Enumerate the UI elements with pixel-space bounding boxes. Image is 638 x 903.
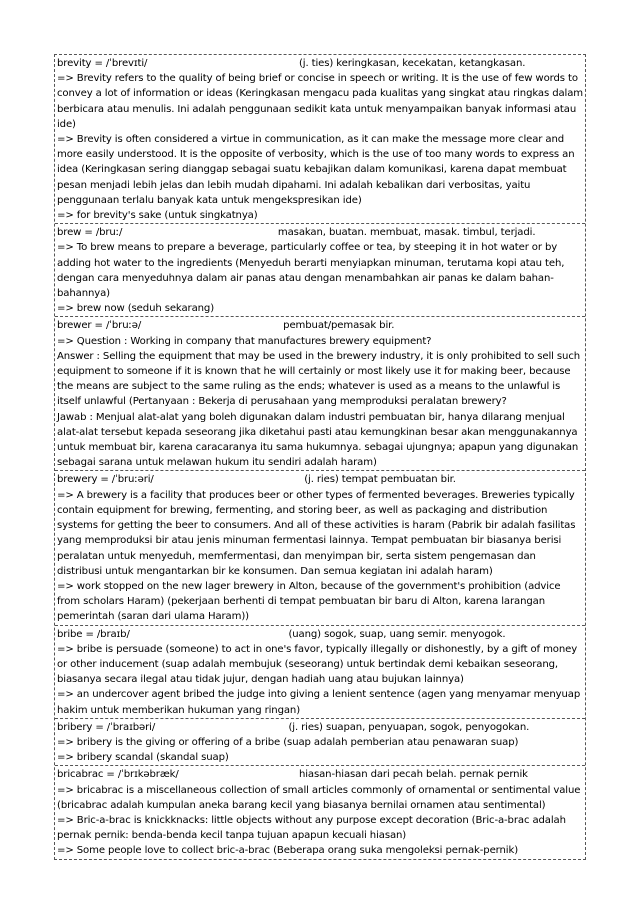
- entry-text-line: => Brevity refers to the quality of being brief or concise in speech or writing. It is the use of few words to convey a lot of information or ideas (Keringkasan mengacu pada kualitas yang singkat atau ringkas dalam berbicara atau menulis. Ini adalah penggunaan sedikit kata untuk menyampaikan banyak informasi atau ide): [57, 73, 584, 130]
- entry-translation: (j. ties) keringkasan, kecekatan, ketangkasan.: [298, 58, 526, 69]
- entry-headline: [57, 56, 583, 71]
- entry-text-line: Jawab : Menjual alat-alat yang boleh digunakan dalam industri pembuatan bir, hanya dilarang menjual alat-alat tersebut kepada seseorang jika diketahui pasti atau kemungkinan besar akan menggunakannya untuk membuat bir, karena caracaranya itu sama hukumnya. sebagai ujungnya; apapun yang digunakan sebagai sarana untuk melawan hukum itu sendiri adalah haram): [57, 411, 579, 469]
- entry-headline: [57, 472, 583, 487]
- entry-text-line: => for brevity's sake (untuk singkatnya): [57, 210, 258, 222]
- dictionary-entries: [54, 54, 586, 860]
- entry-word: bribe = /braɪb/: [57, 628, 130, 640]
- entry-word: bricabrac = /ˈbrɪkəbræk/: [57, 769, 179, 781]
- entry-text-line: => bribe is persuade (someone) to act in one's favor, typically illegally or dishonestly, by a gift of money or other inducement (suap adalah membujuk (seseorang) untuk bertindak demi kebaikan seseorang, biasanya secara ilegal atau tidak jujur, dengan hadiah uang atau bujukan lainnya): [57, 643, 578, 686]
- dictionary-entry: [55, 719, 585, 767]
- entry-translation: (j. ries) suapan, penyuapan, sogok, penyogokan.: [288, 721, 530, 733]
- entry-word: brewer = /ˈbruːə/: [57, 320, 142, 332]
- dictionary-entry: [55, 471, 585, 625]
- entry-word: brevity = /ˈbrevɪti/: [57, 58, 148, 69]
- dictionary-entry: [55, 766, 585, 858]
- dictionary-entry: [55, 317, 585, 471]
- entry-text-line: => an undercover agent bribed the judge into giving a lenient sentence (agen yang menyamar menyuap hakim untuk memberikan hukuman yang ringan): [57, 689, 581, 716]
- entry-headline: [57, 318, 583, 333]
- entry-headline: [57, 767, 583, 782]
- entry-headline: [57, 720, 583, 735]
- entry-translation: pembuat/pemasak bir.: [283, 320, 395, 332]
- entry-translation: masakan, buatan. membuat, masak. timbul, terjadi.: [277, 227, 536, 239]
- entry-headline: [57, 627, 583, 642]
- entry-text-line: => Brevity is often considered a virtue in communication, as it can make the message more clear and more easily understood. It is the opposite of verbosity, which is the use of too many words to express an idea (Keringkasan sering dianggap sebagai suatu kebajikan dalam komunikasi, karena dapat membuat pesan menjadi lebih jelas dan lebih mudah dipahami. Ini adalah kebalikan dari verbositas, yaitu penggunaan terlalu banyak kata untuk mengekspresikan ide): [57, 134, 575, 206]
- dictionary-entry: [55, 224, 585, 317]
- entry-translation: hiasan-hiasan dari pecah belah. pernak pernik: [298, 769, 528, 781]
- entry-translation: (j. ries) tempat pembuatan bir.: [304, 474, 456, 486]
- entry-text-line: => A brewery is a facility that produces beer or other types of fermented beverages. Breweries typically contain equipment for brewing, fermenting, and storing beer, as well as packaging and distribution systems for getting the beer to consumers. And all of these activities is haram (Pabrik bir adalah fasilitas yang memproduksi bir atau jenis minuman fermentasi lainnya. Tempat pembuatan bir biasanya berisi peralatan untuk menyeduh, memfermentasi, dan menyimpan bir, serta sistem pengemasan dan distribusi untuk mengantarkan bir ke konsumen. Dan semua kegiatan ini adalah haram): [57, 489, 576, 577]
- dictionary-entry: [55, 55, 585, 224]
- entry-word: brewery = /ˈbruːəri/: [57, 474, 154, 486]
- entry-headline: [57, 225, 583, 240]
- entry-word: brew = /bruː/: [57, 227, 123, 239]
- entry-text-line: => bricabrac is a miscellaneous collection of small articles commonly of ornamental or sentimental value (bricabrac adalah kumpulan aneka barang kecil yang biasanya bernilai ornamen atau sentimental): [57, 784, 581, 811]
- entry-text-line: => brew now (seduh sekarang): [57, 303, 215, 315]
- entry-text-line: => Bric-a-brac is knickknacks: little objects without any purpose except decoration (Bric-a-brac adalah pernak pernik: benda-benda kecil tanpa tujuan apapun kecuali hiasan): [57, 814, 566, 842]
- entry-text-line: => Some people love to collect bric-a-brac (Beberapa orang suka mengoleksi pernak-pernik): [57, 845, 519, 857]
- entry-text-line: => To brew means to prepare a beverage, particularly coffee or tea, by steeping it in hot water or by adding hot water to the ingredients (Menyeduh berarti menyiapkan minuman, terutama kopi atau teh, dengan cara menyeduhnya dalam air panas atau dengan menambahkan air panas ke dalam bahan-bahannya): [57, 242, 565, 300]
- entry-text-line: => bribery is the giving or offering of a bribe (suap adalah pemberian atau penawaran suap): [57, 736, 519, 748]
- entry-text-line: => work stopped on the new lager brewery in Alton, because of the government's prohibition (advice from scholars Haram) (pekerjaan berhenti di tempat pembuatan bir baru di Alton, karena larangan pemerintah (saran dari ulama Haram)): [57, 580, 561, 623]
- entry-text-line: => Question : Working in company that manufactures brewery equipment?: [57, 335, 432, 347]
- entry-text-line: Answer : Selling the equipment that may be used in the brewery industry, it is only prohibited to sell such equipment to someone if it is known that he will certainly or most likely use it for making beer, because the means are subject to the same ruling as the ends; whatever is used as a means to the unlawful is itself unlawful (Pertanyaan : Bekerja di perusahaan yang memproduksi peralatan brewery?: [57, 350, 581, 408]
- entry-translation: (uang) sogok, suap, uang semir. menyogok.: [288, 628, 506, 640]
- entry-word: bribery = /ˈbraɪbəri/: [57, 721, 156, 733]
- entry-text-line: => bribery scandal (skandal suap): [57, 752, 229, 764]
- dictionary-entry: [55, 626, 585, 719]
